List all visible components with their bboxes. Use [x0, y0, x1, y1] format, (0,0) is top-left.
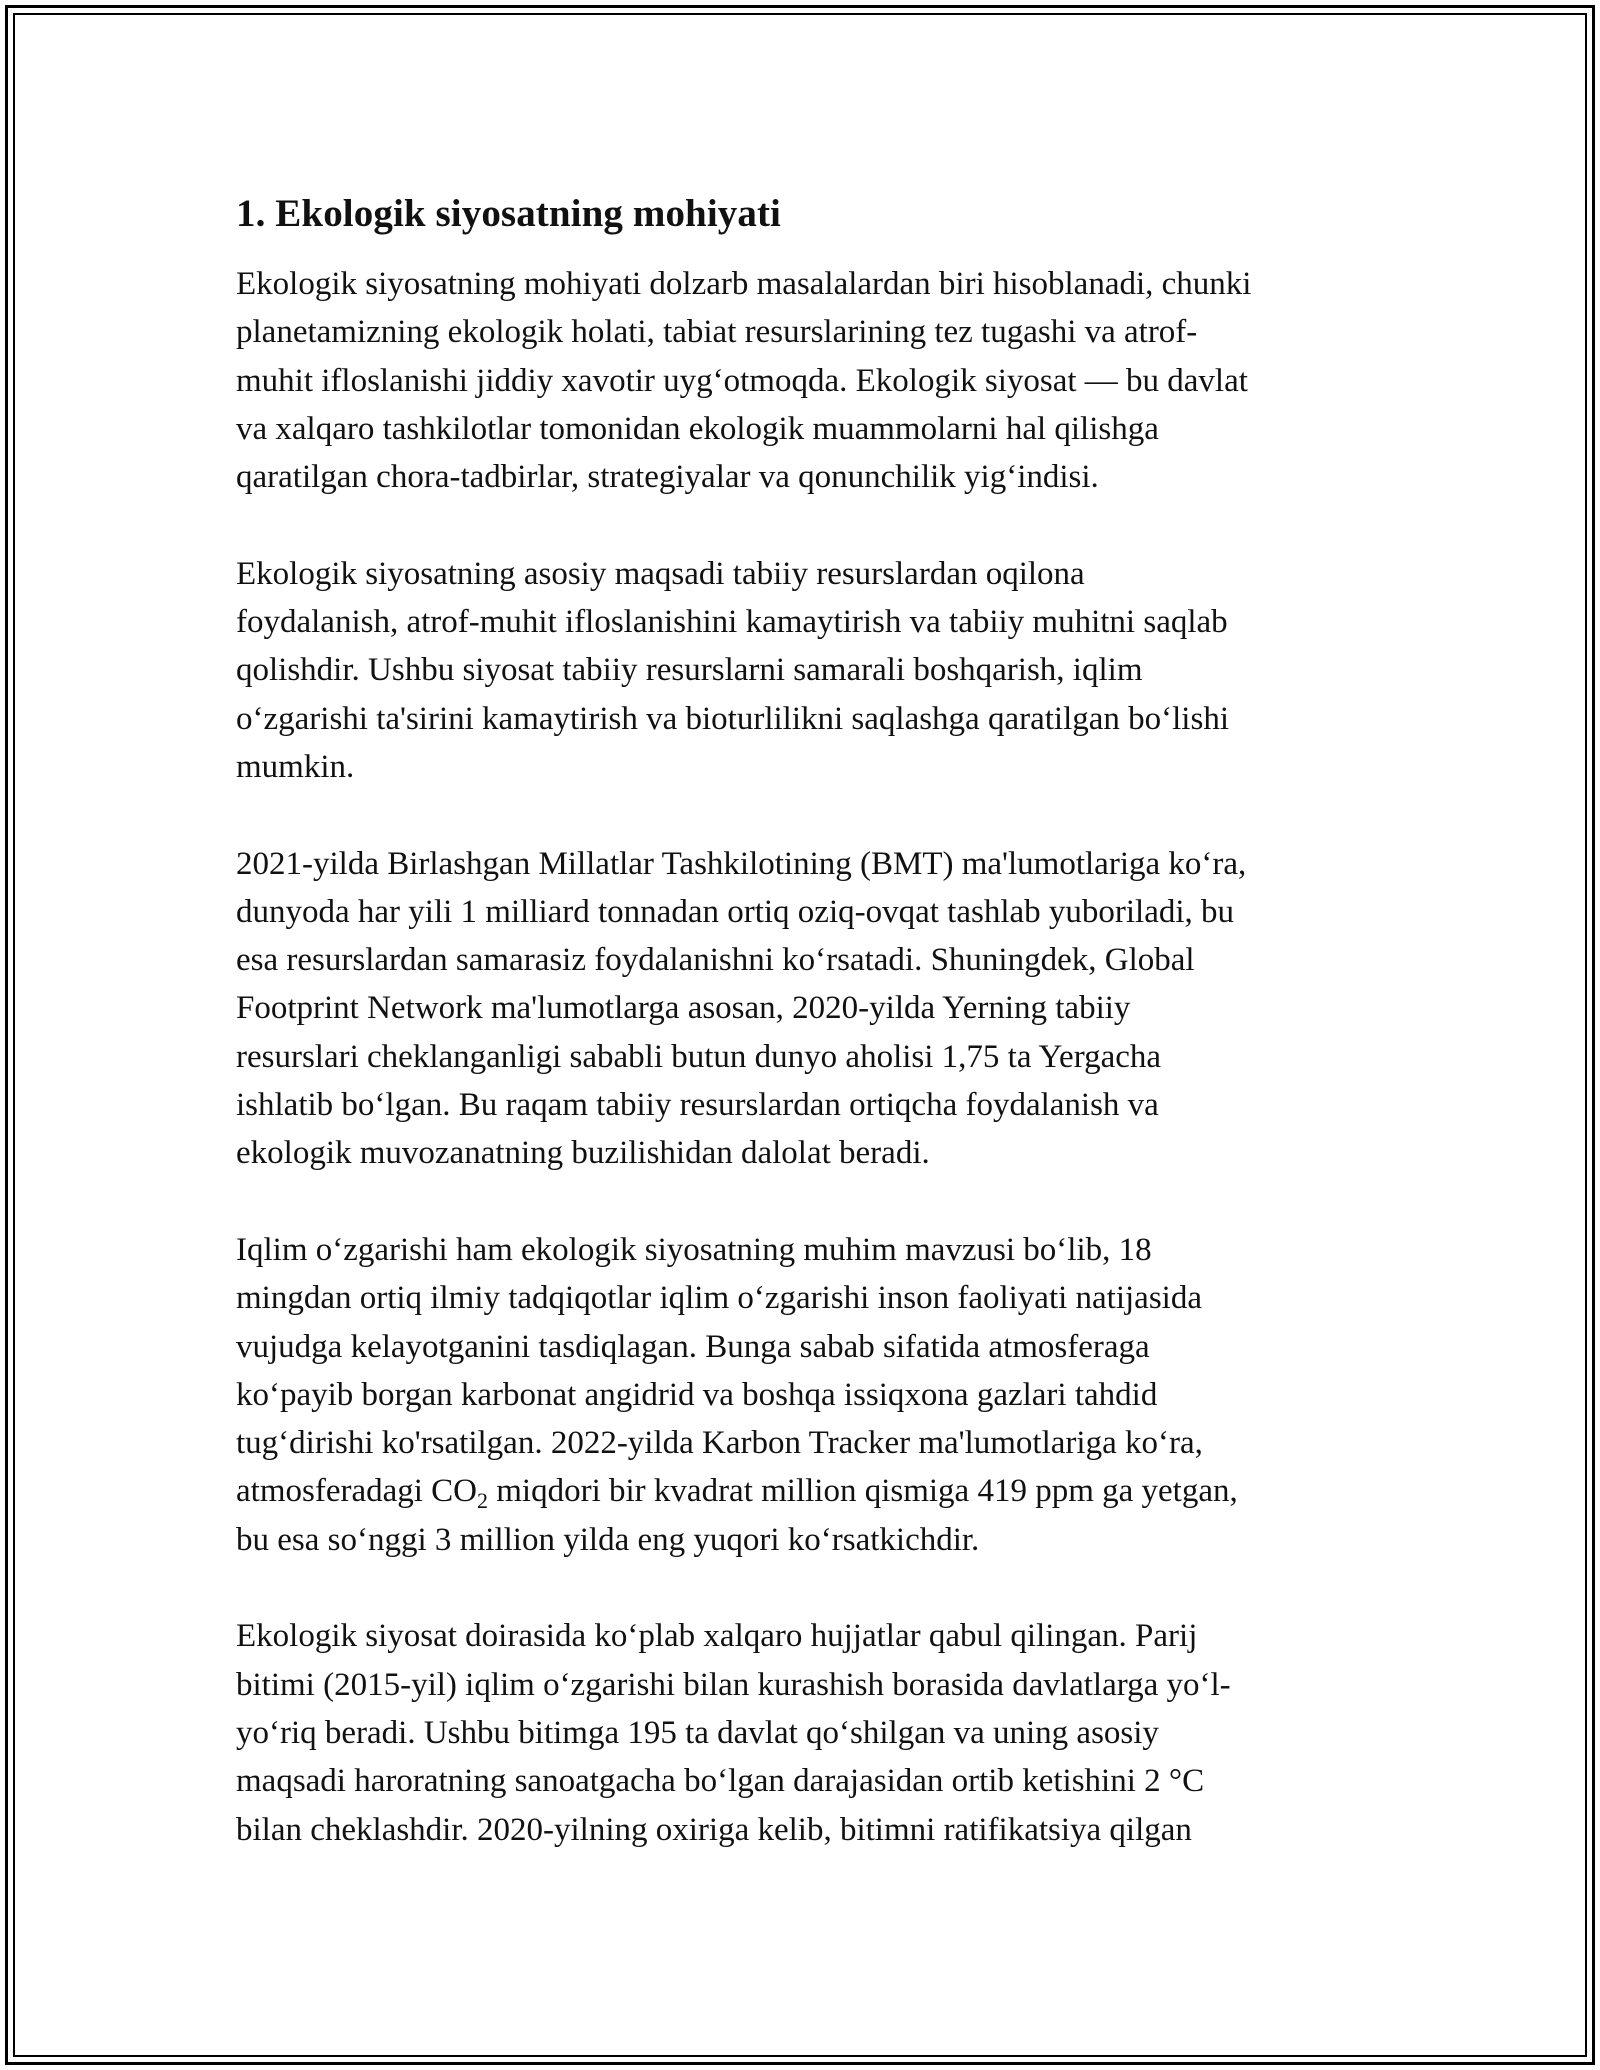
- text-line: Ekologik siyosatning mohiyati dolzarb masalalardan biri hisoblanadi, chunki: [236, 266, 1252, 302]
- text-line: bitimi (2015-yil) iqlim oʻzgarishi bilan kurashish borasida davlatlarga yoʻl-: [236, 1666, 1231, 1703]
- text-line: planetamizning ekologik holati, tabiat resurslarining tez tugashi va atrof-: [236, 314, 1198, 351]
- text-line: Footprint Network ma'lumotlarga asosan, 2020-yilda Yerning tabiiy: [236, 990, 1131, 1027]
- co2-text-after: miqdori bir kvadrat million qismiga 419 ppm ga yetgan,: [488, 1473, 1238, 1510]
- text-line: Iqlim oʻzgarishi ham ekologik siyosatning muhim mavzusi boʻlib, 18: [236, 1231, 1152, 1268]
- co2-text: atmosferadagi CO: [236, 1473, 478, 1510]
- co2-subscript: 2: [477, 1488, 489, 1514]
- text-line: qolishdir. Ushbu siyosat tabiiy resurslarni samarali boshqarish, iqlim: [236, 652, 1143, 689]
- paragraph-1: [236, 260, 1376, 501]
- text-line: ekologik muvozanatning buzilishidan dalolat beradi.: [236, 1135, 930, 1172]
- text-line: resurslari cheklanganligi sababli butun dunyo aholisi 1,75 ta Yergacha: [236, 1038, 1162, 1075]
- text-line: bilan cheklashdir. 2020-yilning oxiriga kelib, bitimni ratifikatsiya qilgan: [236, 1811, 1192, 1848]
- text-line: qaratilgan chora-tadbirlar, strategiyalar va qonunchilik yigʻindisi.: [236, 459, 1099, 496]
- text-line: oʻzgarishi ta'sirini kamaytirish va bioturlilikni saqlashga qaratilgan boʻlishi: [236, 700, 1229, 737]
- paragraph-4: [236, 1226, 1376, 1564]
- text-line: maqsadi haroratning sanoatgacha boʻlgan darajasidan ortib ketishini 2 °C: [236, 1763, 1205, 1800]
- text-line: mingdan ortiq ilmiy tadqiqotlar iqlim oʻzgarishi inson faoliyati natijasida: [236, 1280, 1202, 1317]
- text-line: ishlatib boʻlgan. Bu raqam tabiiy resurslardan ortiqcha foydalanish va: [236, 1087, 1159, 1124]
- co2-line: [236, 1467, 1376, 1515]
- text-line: koʻpayib borgan karbonat angidrid va boshqa issiqxona gazlari tahdid: [236, 1376, 1158, 1413]
- text-line: va xalqaro tashkilotlar tomonidan ekologik muammolarni hal qilishga: [236, 410, 1159, 447]
- text-line: vujudga kelayotganini tasdiqlagan. Bunga sabab sifatida atmosferaga: [236, 1328, 1150, 1365]
- text-line: mumkin.: [236, 748, 355, 785]
- paragraph-3: [236, 840, 1376, 1178]
- paragraph-5: [236, 1612, 1376, 1853]
- text-line: muhit ifloslanishi jiddiy xavotir uygʻotmoqda. Ekologik siyosat — bu davlat: [236, 362, 1248, 399]
- paragraph-2: [236, 550, 1376, 791]
- document-body: [236, 188, 1376, 1902]
- text-line: 2021-yilda Birlashgan Millatlar Tashkilotining (BMT) ma'lumotlariga koʻra,: [236, 845, 1247, 882]
- text-line: dunyoda har yili 1 milliard tonnadan ortiq oziq-ovqat tashlab yuboriladi, bu: [236, 893, 1235, 930]
- text-line: Ekologik siyosatning asosiy maqsadi tabiiy resurslardan oqilona: [236, 555, 1085, 592]
- text-line: bu esa soʻnggi 3 million yilda eng yuqori koʻrsatkichdir.: [236, 1521, 980, 1558]
- text-line: Ekologik siyosat doirasida koʻplab xalqaro hujjatlar qabul qilingan. Parij: [236, 1618, 1198, 1655]
- text-line: foydalanish, atrof-muhit ifloslanishini kamaytirish va tabiiy muhitni saqlab: [236, 604, 1228, 641]
- text-line: tugʻdirishi ko'rsatilgan. 2022-yilda Karbon Tracker ma'lumotlariga koʻra,: [236, 1425, 1203, 1462]
- text-line: yoʻriq beradi. Ushbu bitimga 195 ta davlat qoʻshilgan va uning asosiy: [236, 1714, 1159, 1751]
- text-line: esa resurslardan samarasiz foydalanishni koʻrsatadi. Shuningdek, Global: [236, 942, 1195, 979]
- section-title: 1. Ekologik siyosatning mohiyati: [236, 192, 781, 235]
